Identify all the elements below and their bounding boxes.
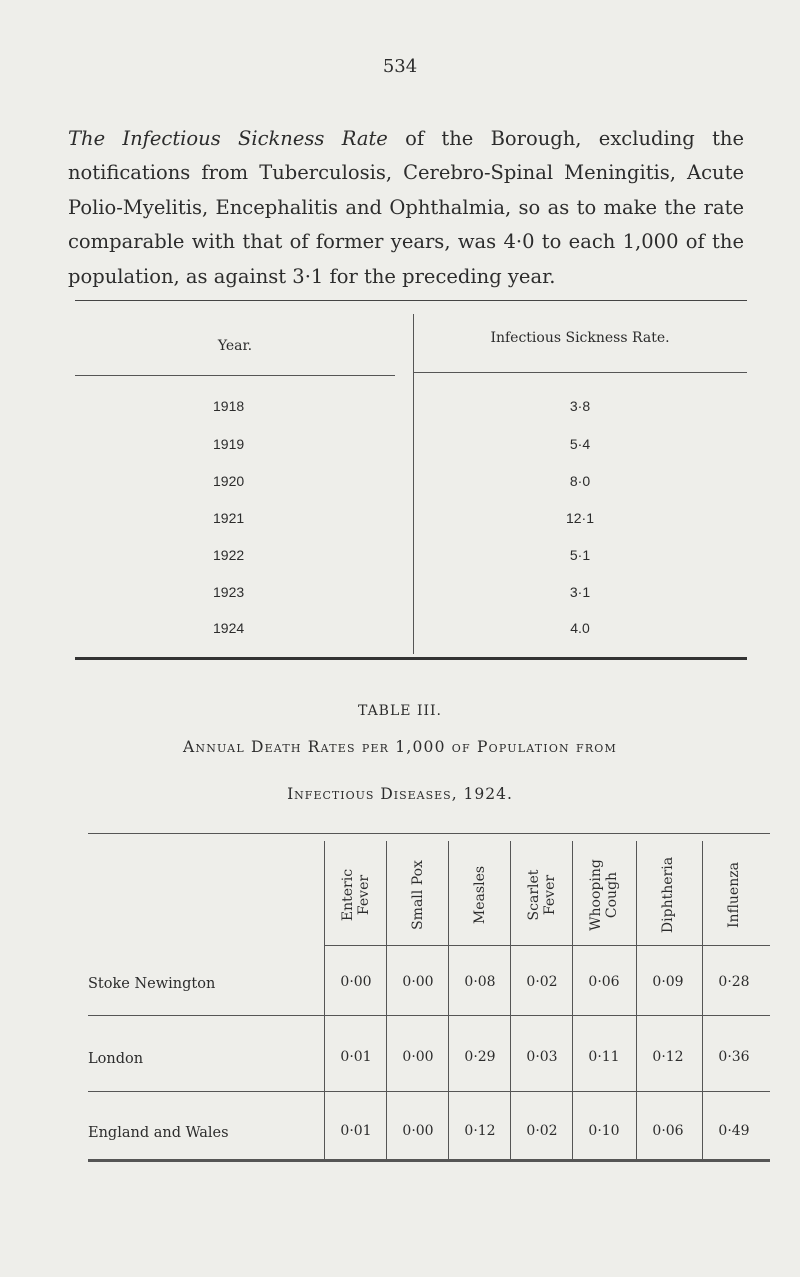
column-divider: [572, 841, 573, 1159]
value-cell: 0·01: [340, 1123, 372, 1139]
column-header-text: Whooping Cough: [588, 859, 620, 931]
column-divider: [510, 841, 511, 1159]
value-cell: 0·09: [652, 974, 684, 990]
value-cell: 0·08: [464, 974, 496, 990]
intro-text: of the Borough, excluding the notifications from Tuberculosis, Cerebro-Spinal Meningitis, Acute Polio-Myelitis, Encephalitis and Ophthalmia, so as to make the rate comparable with that of former years, was 4·0 to each 1,000 of the population, as against 3·1 for the preceding year.: [68, 126, 744, 288]
table-row: [75, 473, 747, 493]
table-rule: [88, 1091, 770, 1092]
column-header: [574, 845, 634, 945]
death-rates-table: [88, 833, 770, 1165]
value-cell: 0·00: [340, 974, 372, 990]
year-cell: 1919: [213, 436, 245, 452]
column-header-text: Enteric Fever: [340, 868, 372, 922]
year-cell: 1921: [213, 510, 245, 526]
value-cell: 0·29: [464, 1049, 496, 1065]
page-number: 534: [382, 56, 418, 77]
table-rule: [75, 657, 747, 660]
rate-cell: 4.0: [570, 620, 590, 636]
table-title-line1: Annual Death Rates per 1,000 of Population from: [183, 738, 617, 756]
table-label: TABLE III.: [358, 703, 442, 719]
value-cell: 0·02: [526, 974, 558, 990]
table-rule: [324, 945, 770, 946]
table-row: [75, 584, 747, 604]
table-title-line2: Infectious Diseases, 1924.: [287, 785, 513, 803]
table-rule: [88, 1015, 770, 1016]
sickness-rate-table: [75, 300, 747, 660]
row-label: England and Wales: [88, 1125, 229, 1141]
column-header: [450, 845, 510, 945]
year-cell: 1920: [213, 473, 245, 489]
value-cell: 0·03: [526, 1049, 558, 1065]
value-cell: 0·06: [652, 1123, 684, 1139]
value-cell: 0·28: [718, 974, 750, 990]
column-header-text: Scarlet Fever: [526, 869, 558, 921]
column-header: [704, 845, 764, 945]
rate-cell: 5·4: [569, 436, 591, 452]
column-divider: [702, 841, 703, 1159]
year-cell: 1922: [213, 547, 245, 563]
intro-paragraph: [68, 122, 744, 295]
table-row: [75, 510, 747, 530]
year-cell: 1924: [213, 620, 245, 636]
value-cell: 0·49: [718, 1123, 750, 1139]
value-cell: 0·00: [402, 1123, 434, 1139]
value-cell: 0·11: [588, 1049, 620, 1065]
rate-cell: 12·1: [565, 510, 595, 526]
row-label: Stoke Newington: [88, 976, 216, 992]
value-cell: 0·12: [652, 1049, 684, 1065]
value-cell: 0·01: [340, 1049, 372, 1065]
rate-column-header: Infectious Sickness Rate.: [490, 330, 670, 346]
column-divider: [386, 841, 387, 1159]
value-cell: 0·06: [588, 974, 620, 990]
value-cell: 0·12: [464, 1123, 496, 1139]
column-divider: [448, 841, 449, 1159]
value-cell: 0·02: [526, 1123, 558, 1139]
row-label: London: [88, 1051, 144, 1067]
rate-cell: 8·0: [569, 473, 591, 489]
rate-cell: 5·1: [569, 547, 591, 563]
table-rule: [88, 833, 770, 834]
value-cell: 0·36: [718, 1049, 750, 1065]
table-rule: [75, 375, 395, 376]
table-rule: [413, 372, 747, 373]
rate-cell: 3·1: [569, 584, 591, 600]
year-cell: 1918: [213, 398, 245, 414]
table-rule: [88, 1159, 770, 1162]
column-header-text: Influenza: [726, 862, 742, 928]
rate-cell: 3·8: [569, 398, 591, 414]
column-divider: [324, 841, 325, 1159]
table-row: [75, 436, 747, 456]
table-row: [75, 547, 747, 567]
value-cell: 0·00: [402, 974, 434, 990]
intro-lead: The Infectious Sickness Rate: [68, 126, 388, 150]
value-cell: 0·10: [588, 1123, 620, 1139]
column-header-text: Measles: [472, 865, 488, 925]
table-row: [75, 398, 747, 418]
column-header-text: Diphtheria: [660, 856, 676, 934]
year-column-header: Year.: [217, 338, 253, 354]
column-divider: [636, 841, 637, 1159]
table-row: [75, 620, 747, 640]
year-cell: 1923: [213, 584, 245, 600]
column-header: [512, 845, 572, 945]
value-cell: 0·00: [402, 1049, 434, 1065]
table-rule: [75, 300, 747, 301]
column-header: [326, 845, 386, 945]
column-header-text: Small Pox: [410, 860, 426, 930]
column-header: [388, 845, 448, 945]
column-header: [638, 845, 698, 945]
